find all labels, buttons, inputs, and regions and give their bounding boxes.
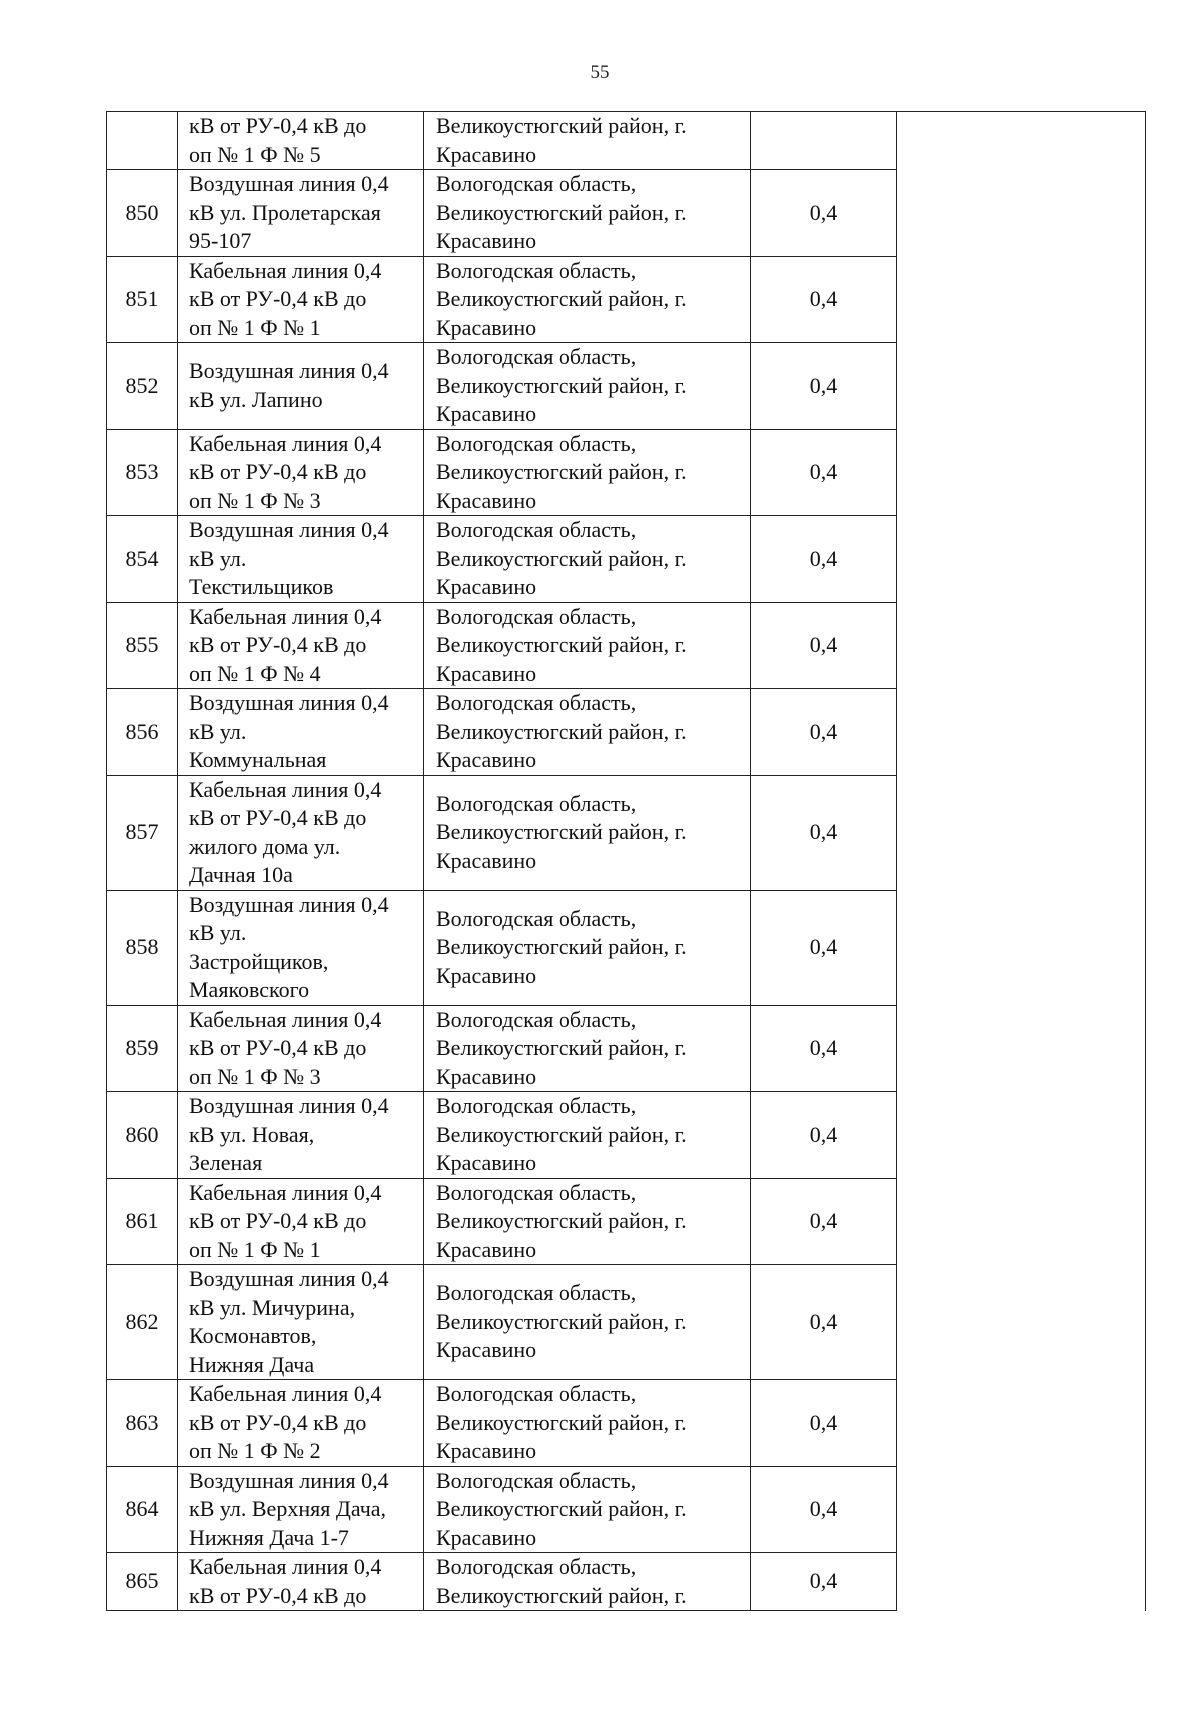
row-number-cell: 863	[107, 1380, 178, 1467]
row-number-cell: 853	[107, 429, 178, 516]
address-cell: Вологодская область, Великоустюгский район, г. Красавино	[424, 602, 751, 689]
address-cell: Вологодская область, Великоустюгский район, г. Красавино	[424, 1005, 751, 1092]
line-name-cell: Воздушная линия 0,4 кВ ул. Лапино	[178, 343, 424, 430]
line-name-cell: Кабельная линия 0,4 кВ от РУ-0,4 кВ до	[178, 1553, 424, 1611]
row-number-cell	[107, 112, 178, 170]
voltage-cell: 0,4	[751, 1265, 897, 1380]
line-name-cell: кВ от РУ-0,4 кВ до оп № 1 Ф № 5	[178, 112, 424, 170]
address-cell: Вологодская область, Великоустюгский район, г. Красавино	[424, 343, 751, 430]
voltage-cell: 0,4	[751, 1092, 897, 1179]
table-row-continued	[107, 112, 1146, 170]
address-cell: Вологодская область, Великоустюгский район, г. Красавино	[424, 1466, 751, 1553]
voltage-cell: 0,4	[751, 1553, 897, 1611]
voltage-cell: 0,4	[751, 256, 897, 343]
address-cell: Вологодская область, Великоустюгский район, г.	[424, 1553, 751, 1611]
address-cell: Вологодская область, Великоустюгский район, г. Красавино	[424, 516, 751, 603]
address-cell: Вологодская область, Великоустюгский район, г. Красавино	[424, 890, 751, 1005]
voltage-cell	[751, 112, 897, 170]
line-name-cell: Воздушная линия 0,4 кВ ул. Верхняя Дача, Нижняя Дача 1-7	[178, 1466, 424, 1553]
row-number-cell: 851	[107, 256, 178, 343]
page-number: 55	[590, 62, 610, 83]
line-name-cell: Воздушная линия 0,4 кВ ул. Новая, Зеленая	[178, 1092, 424, 1179]
row-number-cell: 860	[107, 1092, 178, 1179]
row-number-cell: 857	[107, 775, 178, 890]
line-name-cell: Воздушная линия 0,4 кВ ул. Мичурина, Космонавтов, Нижняя Дача	[178, 1265, 424, 1380]
row-number-cell: 850	[107, 170, 178, 257]
address-cell: Вологодская область, Великоустюгский район, г. Красавино	[424, 1380, 751, 1467]
voltage-cell: 0,4	[751, 890, 897, 1005]
voltage-cell: 0,4	[751, 689, 897, 776]
address-cell: Вологодская область, Великоустюгский район, г. Красавино	[424, 170, 751, 257]
address-cell: Вологодская область, Великоустюгский район, г. Красавино	[424, 1178, 751, 1265]
line-name-cell: Воздушная линия 0,4 кВ ул. Текстильщиков	[178, 516, 424, 603]
row-number-cell: 865	[107, 1553, 178, 1611]
address-cell: Вологодская область, Великоустюгский район, г. Красавино	[424, 1092, 751, 1179]
address-cell: Вологодская область, Великоустюгский район, г. Красавино	[424, 1265, 751, 1380]
voltage-cell: 0,4	[751, 602, 897, 689]
line-name-cell: Кабельная линия 0,4 кВ от РУ-0,4 кВ до оп № 1 Ф № 4	[178, 602, 424, 689]
row-number-cell: 858	[107, 890, 178, 1005]
line-name-cell: Кабельная линия 0,4 кВ от РУ-0,4 кВ до оп № 1 Ф № 3	[178, 1005, 424, 1092]
line-name-cell: Воздушная линия 0,4 кВ ул. Коммунальная	[178, 689, 424, 776]
address-cell: Вологодская область, Великоустюгский район, г. Красавино	[424, 689, 751, 776]
row-number-cell: 854	[107, 516, 178, 603]
line-name-cell: Кабельная линия 0,4 кВ от РУ-0,4 кВ до оп № 1 Ф № 1	[178, 1178, 424, 1265]
row-number-cell: 861	[107, 1178, 178, 1265]
voltage-cell: 0,4	[751, 1178, 897, 1265]
line-name-cell: Кабельная линия 0,4 кВ от РУ-0,4 кВ до оп № 1 Ф № 2	[178, 1380, 424, 1467]
extra-cell	[897, 112, 1146, 1611]
table-body	[107, 112, 1146, 1611]
line-name-cell: Кабельная линия 0,4 кВ от РУ-0,4 кВ до оп № 1 Ф № 1	[178, 256, 424, 343]
row-number-cell: 859	[107, 1005, 178, 1092]
address-cell: Великоустюгский район, г. Красавино	[424, 112, 751, 170]
row-number-cell: 862	[107, 1265, 178, 1380]
line-name-cell: Кабельная линия 0,4 кВ от РУ-0,4 кВ до жилого дома ул. Дачная 10а	[178, 775, 424, 890]
address-cell: Вологодская область, Великоустюгский район, г. Красавино	[424, 429, 751, 516]
row-number-cell: 852	[107, 343, 178, 430]
row-number-cell: 855	[107, 602, 178, 689]
line-name-cell: Воздушная линия 0,4 кВ ул. Пролетарская 95-107	[178, 170, 424, 257]
objects-table	[106, 111, 1146, 1611]
row-number-cell: 856	[107, 689, 178, 776]
line-name-cell: Кабельная линия 0,4 кВ от РУ-0,4 кВ до оп № 1 Ф № 3	[178, 429, 424, 516]
line-name-cell: Воздушная линия 0,4 кВ ул. Застройщиков, Маяковского	[178, 890, 424, 1005]
address-cell: Вологодская область, Великоустюгский район, г. Красавино	[424, 775, 751, 890]
voltage-cell: 0,4	[751, 1466, 897, 1553]
voltage-cell: 0,4	[751, 1005, 897, 1092]
voltage-cell: 0,4	[751, 429, 897, 516]
voltage-cell: 0,4	[751, 1380, 897, 1467]
voltage-cell: 0,4	[751, 775, 897, 890]
address-cell: Вологодская область, Великоустюгский район, г. Красавино	[424, 256, 751, 343]
voltage-cell: 0,4	[751, 170, 897, 257]
row-number-cell: 864	[107, 1466, 178, 1553]
voltage-cell: 0,4	[751, 343, 897, 430]
voltage-cell: 0,4	[751, 516, 897, 603]
